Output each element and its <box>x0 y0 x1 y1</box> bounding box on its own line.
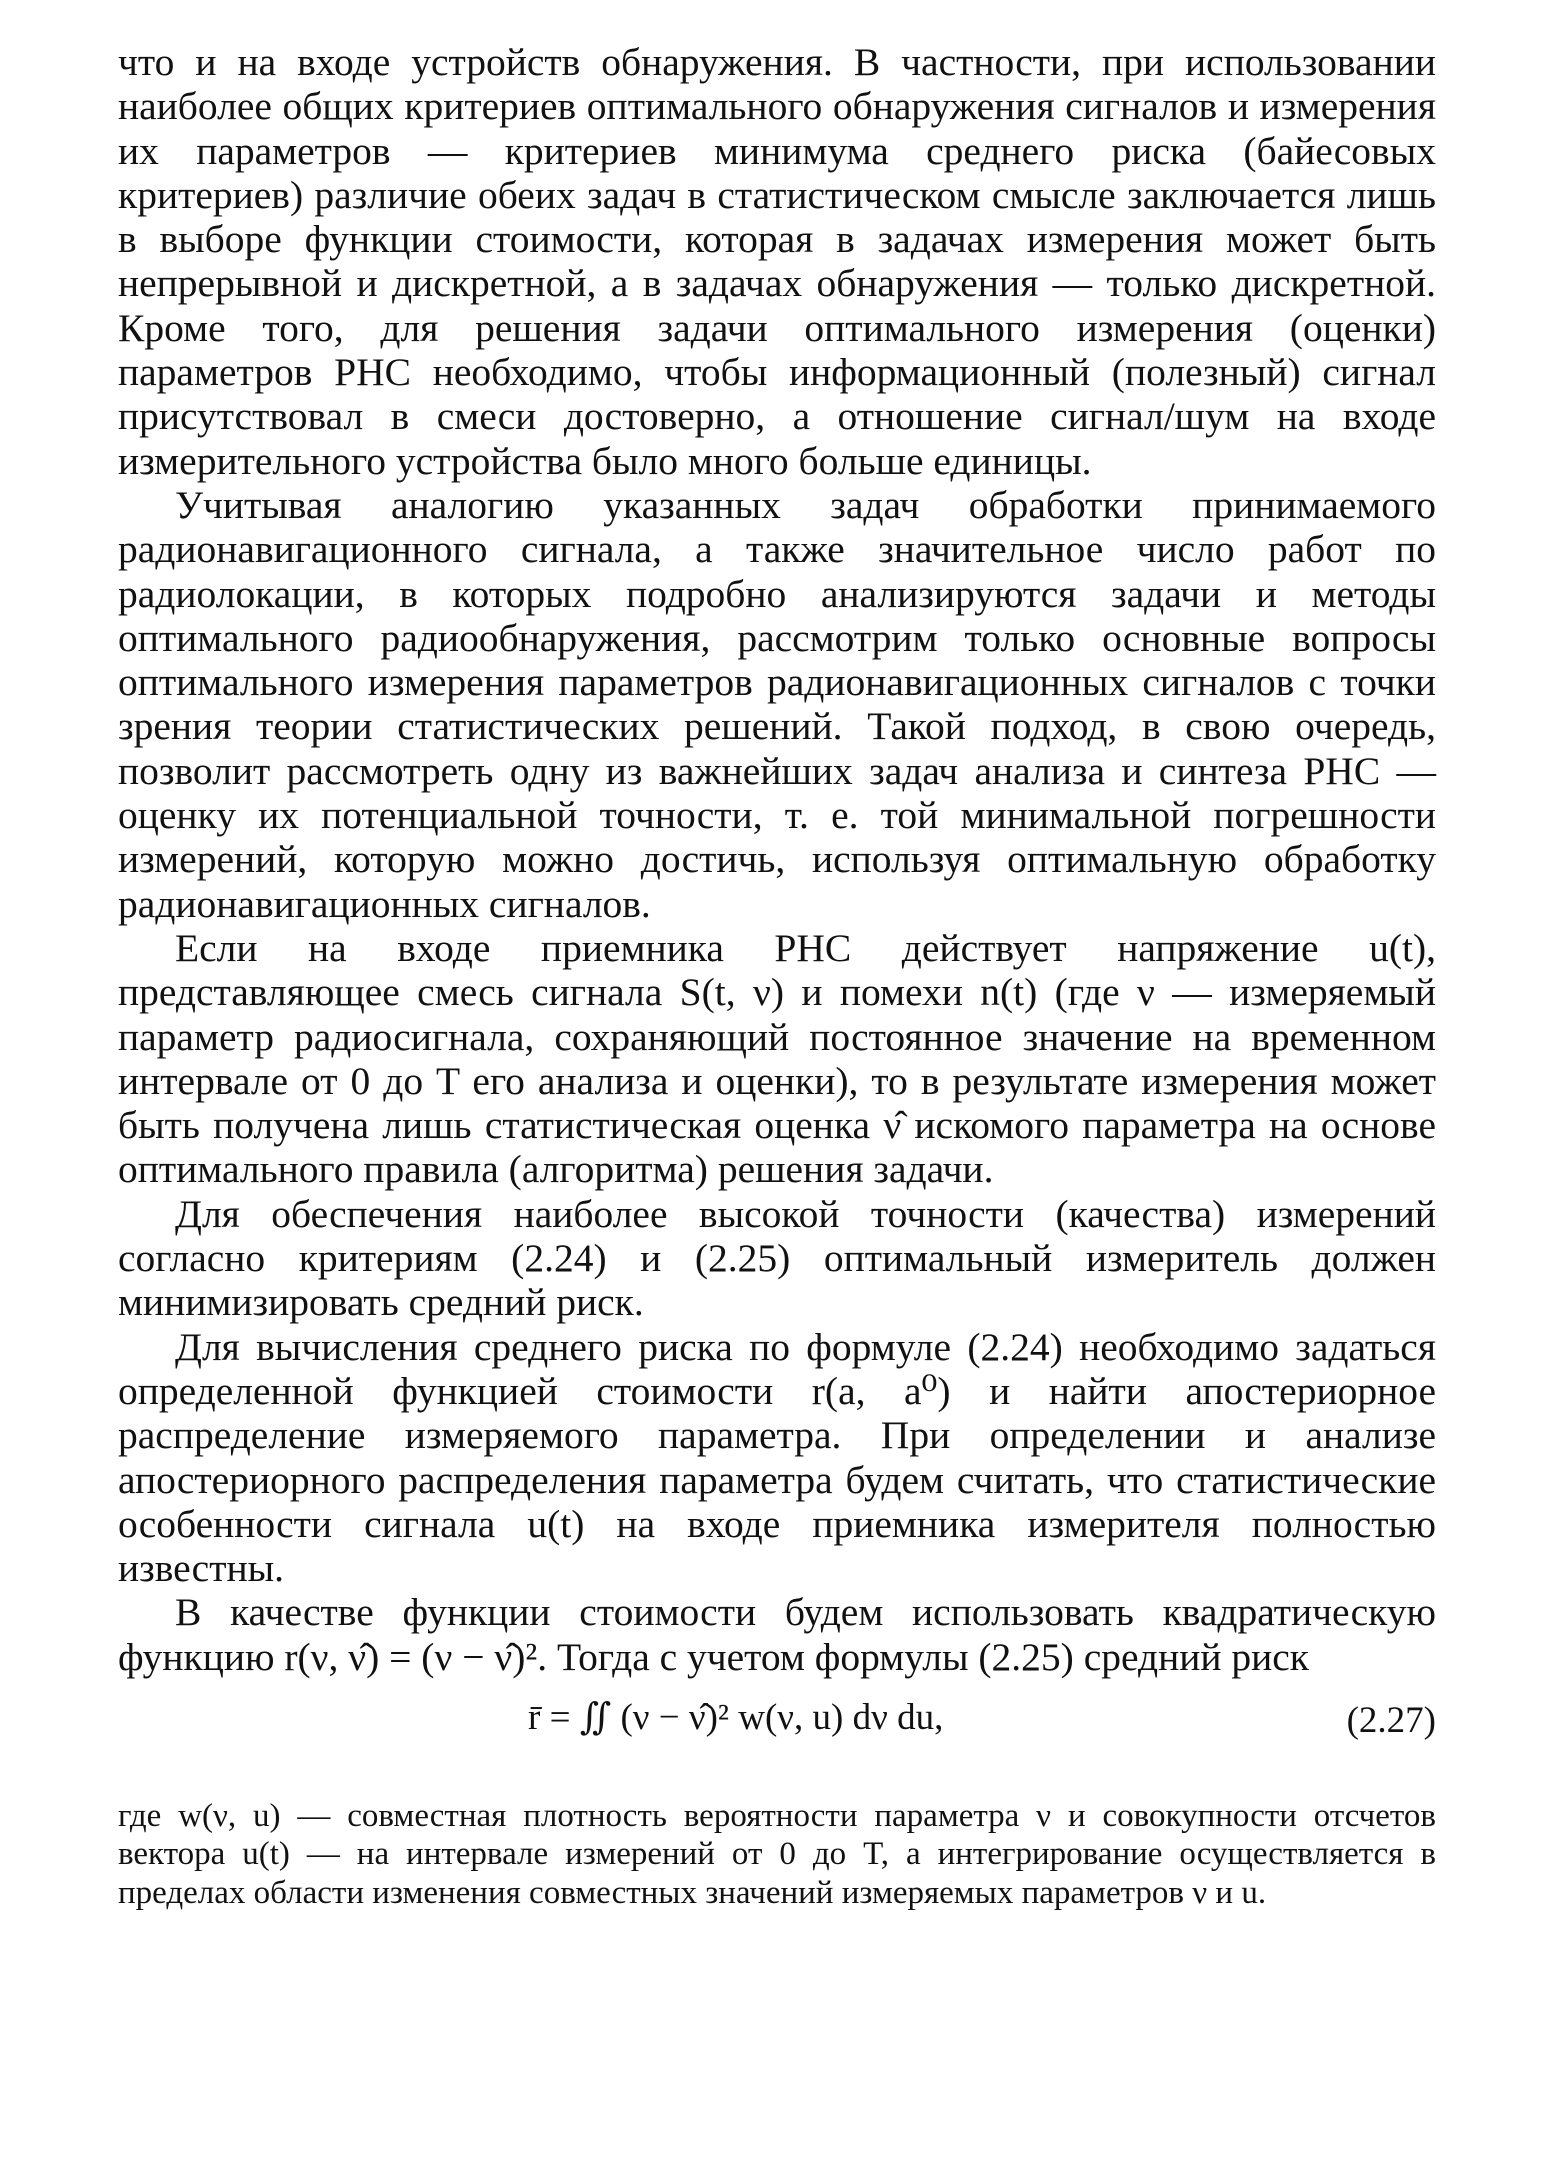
paragraph-1: что и на входе устройств обнаружения. В частности, при использовании наиболее общих критериев оптимального обнаружения сигналов и измерения их параметров — критериев минимума среднего риска (байесовых критериев) различие обеих задач в статистическом смысле заключается лишь в выборе функции стоимости, которая в задачах измерения может быть непрерывной и дискретной, а в задачах обнаружения — только дискретной. Кроме того, для решения задачи оптимального измерения (оценки) параметров РНС необходимо, чтобы информационный (полезный) сигнал присутствовал в смеси достоверно, а отношение сигнал/шум на входе измерительного устройства было много больше единицы. <box>118 40 1436 483</box>
formula-number: (2.27) <box>1346 1699 1436 1741</box>
paragraph-3: Если на входе приемника РНС действует напряжение u(t), представляющее смесь сигнала S(t, ν) и помехи n(t) (где ν — измеряемый параметр радиосигнала, сохраняющий постоянное значение на временном интервале от 0 до T его анализа и оценки), то в результате измерения может быть получена лишь статистическая оценка ν̂ искомого параметра на основе оптимального правила (алгоритма) решения задачи. <box>118 925 1436 1192</box>
paragraph-5: Для вычисления среднего риска по формуле (2.24) необходимо задаться определенной функцией стоимости r(a, a⁰) и найти апостериорное распределение измеряемого параметра. При определении и анализе апостериорного распределения параметра будем считать, что статистические особенности сигнала u(t) на входе приемника измерителя полностью известны. <box>118 1324 1436 1591</box>
formula-expression: r̄ = ∬ (ν − ν̂)² w(ν, u) dν du, <box>528 1696 944 1738</box>
footnote-text: где w(ν, u) — совместная плотность вероятности параметра ν и совокупности отсчетов вектора u(t) — на интервале измерений от 0 до T, а интегрирование осуществляется в пределах области изменения совместных значений измеряемых параметров ν и u. <box>118 1797 1436 1911</box>
paragraph-6: В качестве функции стоимости будем использовать квадратическую функцию r(ν, ν̂) = (ν − ν̂)². Тогда с учетом формулы (2.25) средний риск <box>118 1590 1436 1679</box>
paragraph-2: Учитывая аналогию указанных задач обработки принимаемого радионавигационного сигнала, а также значительное число работ по радиолокации, в которых подробно анализируются задачи и методы оптимального радиообнаружения, рассмотрим только основные вопросы оптимального измерения параметров радионавигационных сигналов с точки зрения теории статистических решений. Такой подход, в свою очередь, позволит рассмотреть одну из важнейших задач анализа и синтеза РНС — оценку их потенциальной точности, т. е. той минимальной погрешности измерений, которую можно достичь, используя оптимальную обработку радионавигационных сигналов. <box>118 482 1436 926</box>
paragraph-4: Для обеспечения наиболее высокой точности (качества) измерений согласно критериям (2.24) и (2.25) оптимальный измеритель должен минимизировать средний риск. <box>118 1191 1436 1325</box>
formula-2-27 <box>118 1687 1436 1761</box>
